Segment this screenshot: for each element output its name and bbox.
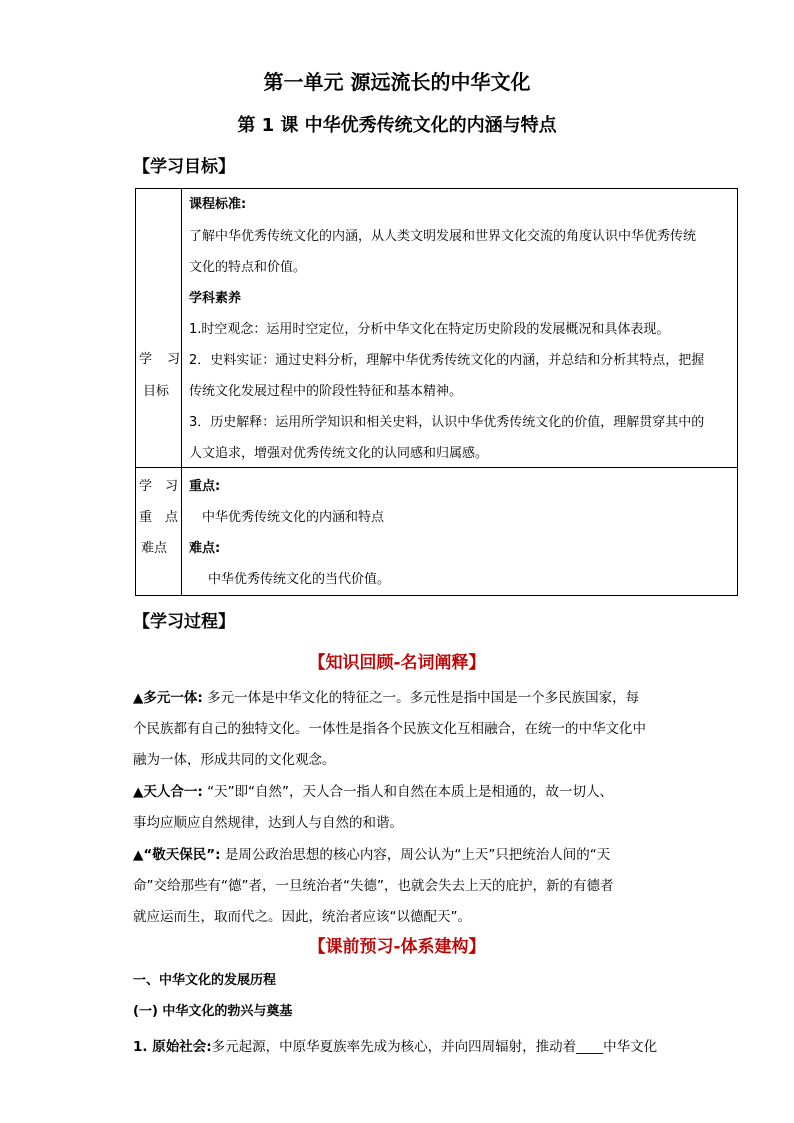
term3-title: ▲“敬天保民”: xyxy=(133,847,221,863)
literacy-item-3-line1: 3．历史解释：运用所学知识和相关史料，认识中华优秀传统文化的价值，理解贯穿其中的 xyxy=(189,415,705,430)
section-heading-goals: 【学习目标】 xyxy=(133,157,235,177)
section-heading-process: 【学习过程】 xyxy=(133,612,235,632)
row2-label-key: 重 点 xyxy=(139,510,179,525)
difficult-point-text: 中华优秀传统文化的当代价值。 xyxy=(208,572,391,587)
curriculum-heading: 课程标准: xyxy=(189,197,247,212)
part1-heading: 一、中华文化的发展历程 xyxy=(133,973,277,988)
term1-text-line3: 融为一体，形成共同的文化观念。 xyxy=(133,752,336,768)
review-heading: 【知识回顾-名词阐释】 xyxy=(308,653,486,673)
term2-title: ▲天人合一: xyxy=(133,784,203,800)
row2-label-study: 学 习 xyxy=(139,479,179,494)
table-divider-horizontal xyxy=(135,467,738,468)
literacy-heading: 学科素养 xyxy=(189,291,242,306)
difficult-point-heading: 难点: xyxy=(189,541,221,556)
term1-text-line2: 个民族都有自己的独特文化。一体性是指各个民族文化互相融合，在统一的中华文化中 xyxy=(133,721,646,737)
unit-title: 第一单元 源远流长的中华文化 xyxy=(263,70,531,94)
term3-text-line2: 命”交给那些有“德”者，一旦统治者“失德”，也就会失去上天的庇护，新的有德者 xyxy=(133,878,614,894)
item1-paragraph xyxy=(133,1035,657,1055)
literacy-item-1: 1.时空观念：运用时空定位，分析中华文化在特定历史阶段的发展概况和具体表现。 xyxy=(189,322,670,337)
row-label-goals: 目标 xyxy=(143,384,170,399)
curriculum-text-line1: 了解中华优秀传统文化的内涵，从人类文明发展和世界文化交流的角度认识中华优秀传统 xyxy=(189,229,697,244)
row2-label-difficult: 难点 xyxy=(141,541,168,556)
table-divider-vertical xyxy=(181,188,182,596)
literacy-item-2-line2: 传统文化发展过程中的阶段性特征和基本精神。 xyxy=(189,384,463,399)
term1-title: ▲多元一体: xyxy=(133,690,203,706)
preview-heading: 【课前预习-体系建构】 xyxy=(308,937,486,957)
lesson-title: 第 1 课 中华优秀传统文化的内涵与特点 xyxy=(237,115,557,136)
key-point-heading: 重点: xyxy=(189,479,221,494)
part1-subheading: (一) 中华文化的勃兴与奠基 xyxy=(133,1004,293,1019)
key-point-text: 中华优秀传统文化的内涵和特点 xyxy=(202,510,385,525)
curriculum-text-line2: 文化的特点和价值。 xyxy=(189,260,307,275)
term1-paragraph-line1 xyxy=(133,686,639,706)
item1-text: 多元起源，中原华夏族率先成为核心，并向四周辐射，推动着____中华文化 xyxy=(211,1039,658,1055)
term3-text-line3: 就应运而生，取而代之。因此，统治者应该“以德配天”。 xyxy=(133,909,471,925)
term1-text-line1: 多元一体是中华文化的特征之一。多元性是指中国是一个多民族国家，每 xyxy=(202,690,640,706)
literacy-item-3-line2: 人文追求，增强对优秀传统文化的认同感和归属感。 xyxy=(189,446,489,461)
term3-paragraph-line1 xyxy=(133,843,610,863)
term2-text-line1: “天”即“自然”，天人合一指人和自然在本质上是相通的，故一切人、 xyxy=(202,784,614,800)
literacy-item-2-line1: 2．史料实证：通过史料分析，理解中华优秀传统文化的内涵，并总结和分析其特点，把握 xyxy=(189,353,705,368)
item1-title: 1. 原始社会: xyxy=(133,1039,212,1055)
row-label-study: 学 习 xyxy=(139,352,182,367)
term2-text-line2: 事均应顺应自然规律，达到人与自然的和谐。 xyxy=(133,815,403,831)
term3-text-line1: 是周公政治思想的核心内容，周公认为“上天”只把统治人间的“天 xyxy=(220,847,611,863)
term2-paragraph-line1 xyxy=(133,780,613,800)
